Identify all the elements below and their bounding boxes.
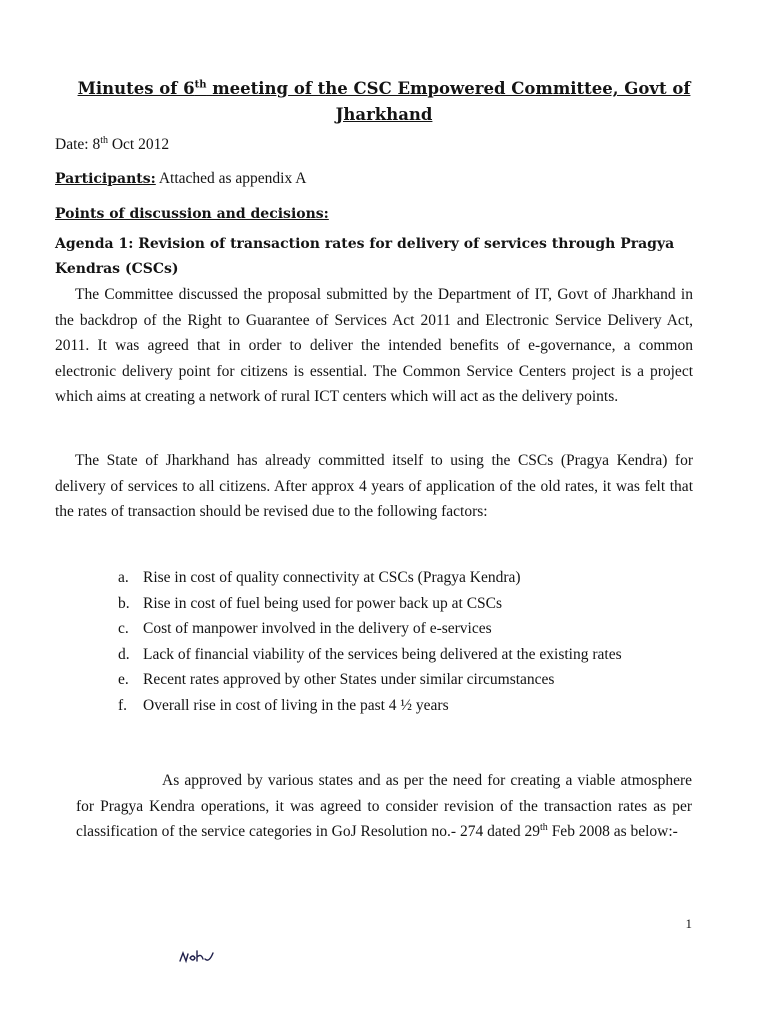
title-text-rest: meeting of the CSC Empowered Committee, Govt of Jharkhand <box>206 79 691 124</box>
list-marker: c. <box>118 620 129 637</box>
list-item <box>118 616 698 642</box>
paragraph-revision-superscript: th <box>540 821 548 833</box>
list-item <box>118 591 698 617</box>
paragraph-revision-text: As approved by various states and as per the need for creating a viable atmosphere for Pragya Kendra operations, it was agreed to consider revision of the transaction rates as per classification of the service categories in GoJ Resolution no.- 274 dated 29 <box>76 772 692 840</box>
agenda-heading: Agenda 1: Revision of transaction rates for delivery of services through Pragya Kendras (CSCs) <box>55 236 675 277</box>
title-superscript: th <box>194 79 207 91</box>
list-item-text: Rise in cost of quality connectivity at CSCs (Pragya Kendra) <box>143 569 521 586</box>
list-marker: a. <box>118 569 129 586</box>
list-item <box>118 667 698 693</box>
date-label: Date: 8 <box>55 136 101 153</box>
list-item <box>118 565 698 591</box>
list-item-text: Cost of manpower involved in the delivery of e-services <box>143 620 492 637</box>
list-item <box>118 642 698 668</box>
meeting-date <box>55 136 169 154</box>
date-superscript: th <box>100 134 108 146</box>
document-title <box>40 76 728 128</box>
list-item-text: Recent rates approved by other States under similar circumstances <box>143 671 555 688</box>
page-number: 1 <box>685 916 692 931</box>
list-marker: d. <box>118 645 130 663</box>
list-marker: f. <box>118 696 128 714</box>
participants-line <box>55 170 306 188</box>
paragraph-state-commitment: The State of Jharkhand has already committed itself to using the CSCs (Pragya Kendra) for delivery of services to all citizens. After approx 4 years of application of the old rates, it was felt that the rates of transaction should be revised due to the following factors: <box>55 452 693 520</box>
list-item <box>118 693 698 719</box>
list-marker: b. <box>118 594 130 612</box>
list-item-text: Rise in cost of fuel being used for power back up at CSCs <box>143 594 503 612</box>
participants-label: Participants: <box>55 171 156 187</box>
list-item-text: Lack of financial viability of the services being delivered at the existing rates <box>143 645 622 663</box>
participants-value: Attached as appendix A <box>155 170 307 187</box>
factors-list <box>118 565 698 718</box>
date-value: Oct 2012 <box>107 136 170 153</box>
list-item-text: Overall rise in cost of living in the past 4 ½ years <box>143 696 449 714</box>
title-text: Minutes of 6 <box>77 79 195 98</box>
paragraph-revision-approval <box>76 768 692 845</box>
list-marker: e. <box>118 671 129 688</box>
signature-initials-mark <box>178 945 218 969</box>
paragraph-committee-discussion: The Committee discussed the proposal submitted by the Department of IT, Govt of Jharkhand in the backdrop of the Right to Guarantee of Services Act 2011 and Electronic Service Delivery Act, 2011. It was agreed that in order to deliver the intended benefits of e-governance, a common electronic delivery point for citizens is essential. The Common Service Centers project is a project which aims at creating a network of rural ICT centers which will act as the delivery points. <box>55 286 693 405</box>
paragraph-revision-text-end: Feb 2008 as below:- <box>547 823 678 840</box>
points-heading: Points of discussion and decisions: <box>55 206 329 222</box>
